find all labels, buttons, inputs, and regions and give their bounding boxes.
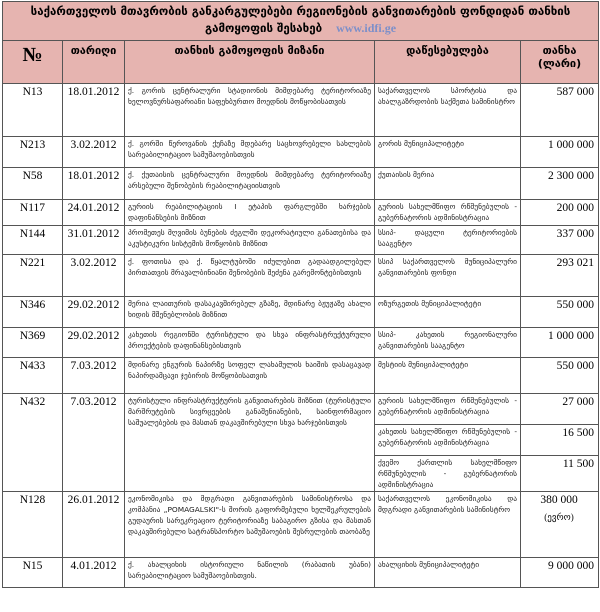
amount-value: 293 021 <box>556 257 595 269</box>
amount <box>521 394 599 425</box>
amount-value: 380 000 <box>540 494 578 506</box>
purpose: კახეთის რეგიონში ტურისტული და სხვა ინფრასტრუქტურული პროექტების დაფინანსებისთვის <box>125 328 375 358</box>
decree-number: N213 <box>3 137 63 168</box>
title-row <box>3 2 599 41</box>
amount-value: 2 300 000 <box>548 170 595 182</box>
table-row <box>3 394 599 425</box>
decree-date: 3.02.2012 <box>63 137 125 168</box>
amount-value: 550 000 <box>556 299 595 311</box>
purpose: ქ. ახალციხის ისტორიული ნაწილის (რაბათის უბანი) სარეაბილიტაციო სამუშაოებისთვის. <box>125 558 375 588</box>
table-row <box>3 255 599 297</box>
amount-value: 337 000 <box>556 228 595 240</box>
amount-value: 16 500 <box>562 427 595 439</box>
table-row <box>3 297 599 328</box>
amount <box>521 492 599 558</box>
institution: საქართველოს ეკონომიკისა და მდგრადი განვითარების სამინისტრო <box>375 492 521 558</box>
institution: გურიის სახელმწიფო რწმუნებულის - გუბერნატორის ადმინისტრაცია <box>375 200 521 226</box>
purpose: ქ. გორში წეროვანის ქუჩაზე მდებარე საცხოვრებელი სახლების სარეაბილიტაციო სამუშაოებისთვის <box>125 137 375 168</box>
institution: ახალციხის მუნიციპალიტეტი <box>375 558 521 588</box>
document-title <box>3 2 599 41</box>
amount-value: 9 000 000 <box>548 560 595 572</box>
header-number: № <box>3 41 63 84</box>
purpose: ქ. გორის ცენტრალური სტადიონის მიმდებარე ტერიტორიაზე ხელოვნურსაფარიანი საფეხბურთო მოედნის მოწყობისათვის <box>125 84 375 137</box>
amount <box>521 425 599 456</box>
institution: გურიის სახელმწიფო რწმუნებულის - გუბერნატორის ადმინისტრაცია <box>375 394 521 425</box>
decree-number: N15 <box>3 558 63 588</box>
purpose: ეკონომიკისა და მდგრადი განვითარების სამინისტროსა და კომპანია „POMAGALSKI"-ს შორის გაფორმებული ხელშეკრულების გუდაურის სარეკრეაციო ტერიტორიაზე საბაგირო გზისა და მასთან დაკავშირებული სატრანსპორტო სამუშაოების შესრულების თაობაზე <box>125 492 375 558</box>
institution: საქართველოს სპორტისა და ახალგაზრდობის საქმეთა სამინისტრო <box>375 84 521 137</box>
amount <box>521 297 599 328</box>
currency-label: (ევრო) <box>544 512 574 522</box>
amount-value: 587 000 <box>556 86 595 98</box>
decree-number: N432 <box>3 394 63 492</box>
table-row <box>3 168 599 200</box>
purpose: ქ. ფოთისა და ქ. წყალტუბოში იძულებით გადაადგილებულ პირთათვის მრავალბინიანი შენობების შეძენა გარემონტებისთვის <box>125 255 375 297</box>
header-row <box>3 41 599 84</box>
amount <box>521 558 599 588</box>
table-row <box>3 200 599 226</box>
table-row <box>3 84 599 137</box>
institution: ოზურგეთის მუნიციპალიტეტი <box>375 297 521 328</box>
decree-number: N117 <box>3 200 63 226</box>
website-link[interactable]: www.idfi.ge <box>336 21 397 35</box>
decree-number: N433 <box>3 358 63 394</box>
institution: სსიპ საქართველოს მუნიციპალური განვითარების ფონდი <box>375 255 521 297</box>
table-row <box>3 328 599 358</box>
purpose: ტურისტული ინფრასტრუქტურის განვითარების მიზნით (ტურისტული მარშრუტების სივრცეების განაშენიანების, საინფორმაციო საშუალებების და მასთან დაკავშირებული სხვა ხარჯებისთვის <box>125 394 375 492</box>
amount <box>521 137 599 168</box>
table-row <box>3 226 599 255</box>
institution: გორის მუნიციპალიტეტი <box>375 137 521 168</box>
decree-date: 4.01.2012 <box>63 558 125 588</box>
institution: მესტიის მუნიციპალიტეტი <box>375 358 521 394</box>
amount <box>521 358 599 394</box>
amount <box>521 84 599 137</box>
decree-number: N144 <box>3 226 63 255</box>
amount <box>521 328 599 358</box>
amount <box>521 255 599 297</box>
purpose: ქ. ქუთაისის ცენტრალური მოედნის მიმდებარე ტერიტორიაზე არსებული შენობების რეაბილიტაციისთვის <box>125 168 375 200</box>
decree-number: N221 <box>3 255 63 297</box>
amount-value: 200 000 <box>556 202 595 214</box>
amount-value: 27 000 <box>562 396 595 408</box>
purpose: მერია ლაითურის დასაკავშირებელ გზაზე, მდინარე ბჟუჟაზე ახალი ხიდის მშენებლობის მიზნით <box>125 297 375 328</box>
decree-date: 29.02.2012 <box>63 328 125 358</box>
header-institution: დაწესებულება <box>375 41 521 84</box>
amount-value: 1 000 000 <box>548 139 595 151</box>
institution: კახეთის სახელმწიფო რწმუნებულის - გუბერნატორის ადმინისტრაცია <box>375 425 521 456</box>
decree-date: 18.01.2012 <box>63 84 125 137</box>
decree-date: 31.01.2012 <box>63 226 125 255</box>
purpose: მდინარე ენგურის ნაპირზე სოფელ ლახამულის ხაიშის დასაცავად ნაპირდამცავი ჯებირის მოწყობისათვის <box>125 358 375 394</box>
decree-date: 7.03.2012 <box>63 358 125 394</box>
institution: სსიპ- დაცული ტერიტორიების სააგენტო <box>375 226 521 255</box>
decree-date: 7.03.2012 <box>63 394 125 492</box>
decree-date: 3.02.2012 <box>63 255 125 297</box>
institution: ქვემო ქართლის სახელმწიფო რწმუნებულის - გუბერნატორის ადმინისტრაცია <box>375 456 521 492</box>
header-amount: თანხა (ლარი) <box>521 41 599 84</box>
title-text: საქართველოს მთავრობის განკარგულებები რეგიონების განვითარების ფონდიდან თანხის გამოყოფის შესახებ <box>30 4 571 35</box>
decree-date: 18.01.2012 <box>63 168 125 200</box>
decree-number: N13 <box>3 84 63 137</box>
header-date: თარიღი <box>63 41 125 84</box>
decree-date: 24.01.2012 <box>63 200 125 226</box>
institution: ქუთაისის მერია <box>375 168 521 200</box>
table-row <box>3 558 599 588</box>
purpose: პრომეთეს მღვიმის ბუნების ძეგლში დეკორატიული განათებისა და აკუსტიკური სისტემის მოწყობის მიზნით <box>125 226 375 255</box>
amount-value: 550 000 <box>556 360 595 372</box>
institution: სსიპ- კახეთის რეგიონალური განვითარების სააგენტო <box>375 328 521 358</box>
table-row <box>3 358 599 394</box>
amount <box>521 200 599 226</box>
decree-date: 29.02.2012 <box>63 297 125 328</box>
table-row <box>3 492 599 558</box>
header-purpose: თანხის გამოყოფის მიზანი <box>125 41 375 84</box>
decree-number: N58 <box>3 168 63 200</box>
decree-number: N369 <box>3 328 63 358</box>
decree-number: N346 <box>3 297 63 328</box>
amount <box>521 168 599 200</box>
amount-value: 1 000 000 <box>548 330 595 342</box>
table-row <box>3 137 599 168</box>
amount-value: 11 500 <box>562 458 595 470</box>
amount <box>521 226 599 255</box>
amount <box>521 456 599 492</box>
allocations-table <box>2 1 599 588</box>
purpose: გურიის რეაბილიტაციის I ეტაპის ფარგლებში ხარჯების დაფინანსების მიზნით <box>125 200 375 226</box>
decree-date: 26.01.2012 <box>63 492 125 558</box>
decree-number: N128 <box>3 492 63 558</box>
